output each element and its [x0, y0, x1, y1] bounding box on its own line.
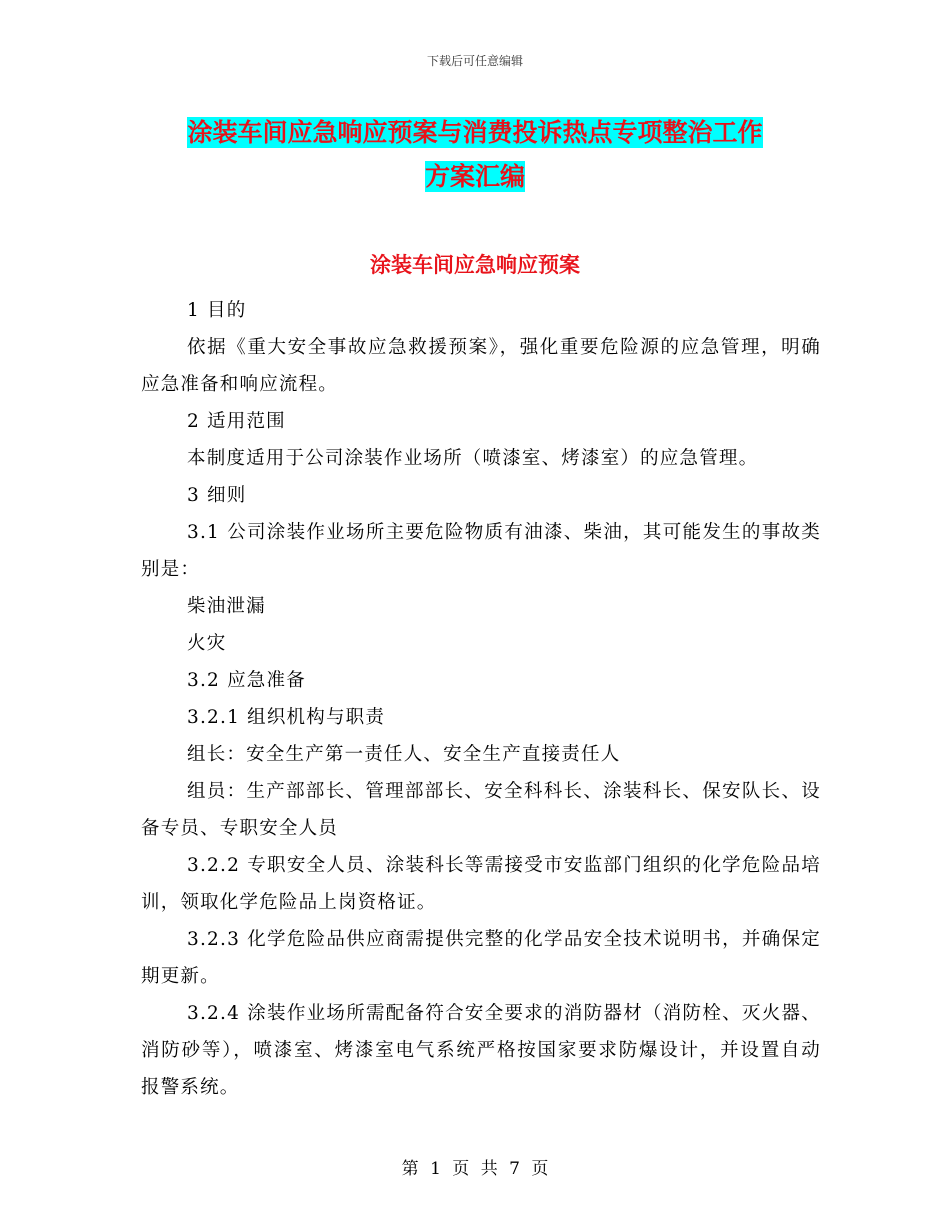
- paragraph: 组员：生产部部长、管理部部长、安全科科长、涂装科长、保安队长、设备专员、专职安全人员: [141, 781, 821, 839]
- paragraph: 3.2.1 组织机构与职责: [187, 707, 386, 728]
- paragraph: 2 适用范围: [187, 411, 286, 432]
- paragraph: 3 细则: [187, 485, 247, 506]
- paragraph: 火灾: [187, 633, 227, 654]
- document-title-line-1: 涂装车间应急响应预案与消费投诉热点专项整治工作: [187, 118, 763, 147]
- section-title: 涂装车间应急响应预案: [370, 253, 580, 277]
- paragraph: 依据《重大安全事故应急救援预案》，强化重要危险源的应急管理，明确应急准备和响应流程。: [141, 337, 821, 395]
- header-note: 下载后可任意编辑: [426, 54, 523, 68]
- document-title-line-2: 方案汇编: [424, 162, 525, 191]
- paragraph: 3.2.3 化学危险品供应商需提供完整的化学品安全技术说明书，并确保定期更新。: [141, 929, 821, 987]
- paragraph: 组长：安全生产第一责任人、安全生产直接责任人: [187, 744, 621, 765]
- document-body: [141, 292, 821, 1106]
- paragraph: 本制度适用于公司涂装作业场所（喷漆室、烤漆室）的应急管理。: [187, 448, 759, 469]
- paragraph: 1 目的: [187, 300, 247, 321]
- page-number-footer: 第 1 页 共 7 页: [401, 1159, 549, 1179]
- paragraph: 3.1 公司涂装作业场所主要危险物质有油漆、柴油，其可能发生的事故类别是：: [141, 522, 821, 580]
- paragraph: 3.2.4 涂装作业场所需配备符合安全要求的消防器材（消防栓、灭火器、消防砂等），喷漆室、烤漆室电气系统严格按国家要求防爆设计，并设置自动报警系统。: [141, 1003, 821, 1098]
- paragraph: 3.2.2 专职安全人员、涂装科长等需接受市安监部门组织的化学危险品培训，领取化学危险品上岗资格证。: [141, 855, 821, 913]
- paragraph: 3.2 应急准备: [187, 670, 306, 691]
- paragraph: 柴油泄漏: [187, 596, 266, 617]
